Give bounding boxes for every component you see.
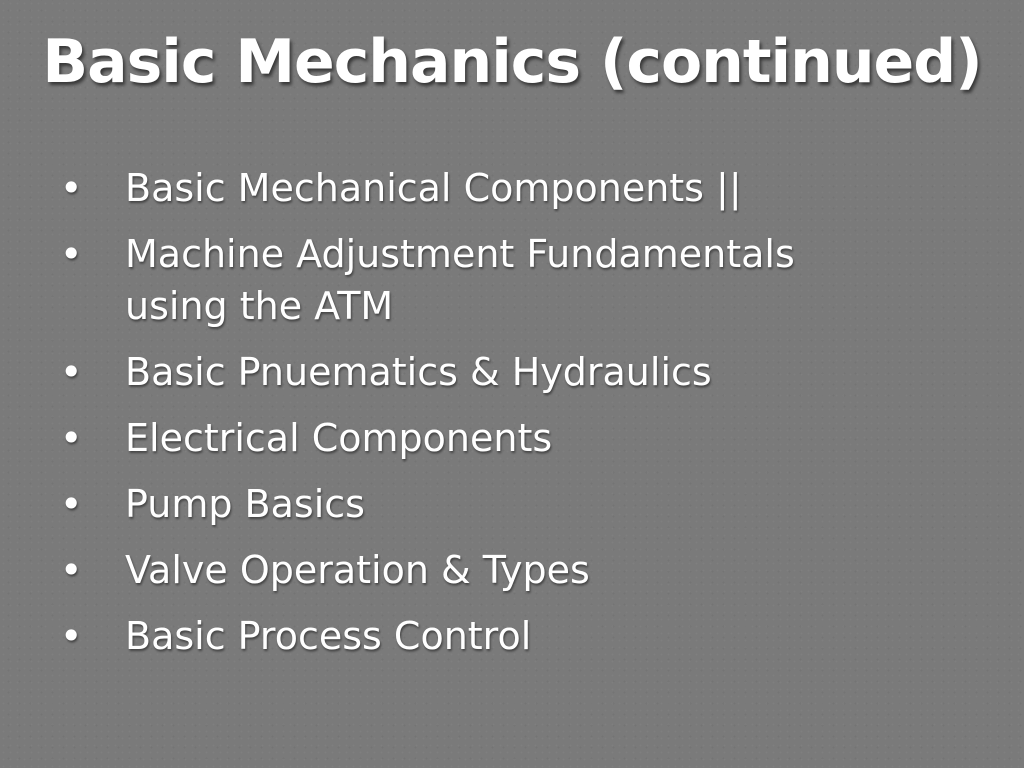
bullet-text: Basic Process Control: [125, 614, 532, 658]
bullet-text: Basic Pnuematics & Hydraulics: [125, 350, 712, 394]
bullet-text: Electrical Components: [125, 416, 553, 460]
bullet-item: [60, 162, 960, 214]
bullet-icon: •: [60, 614, 83, 658]
bullet-icon: •: [60, 166, 83, 210]
bullet-item: [60, 346, 960, 398]
bullet-item: [60, 412, 960, 464]
bullet-icon: •: [60, 232, 83, 276]
bullet-list: [60, 162, 960, 676]
bullet-item: [60, 544, 960, 596]
bullet-icon: •: [60, 548, 83, 592]
bullet-text: Pump Basics: [125, 482, 365, 526]
bullet-text: Machine Adjustment Fundamentals using the ATM: [125, 232, 795, 328]
slide-title: Basic Mechanics (continued): [42, 27, 982, 97]
bullet-item: [60, 228, 960, 332]
bullet-icon: •: [60, 350, 83, 394]
bullet-text: Valve Operation & Types: [125, 548, 590, 592]
bullet-item: [60, 610, 960, 662]
bullet-text: Basic Mechanical Components ||: [125, 166, 742, 210]
bullet-icon: •: [60, 416, 83, 460]
bullet-item: [60, 478, 960, 530]
bullet-icon: •: [60, 482, 83, 526]
